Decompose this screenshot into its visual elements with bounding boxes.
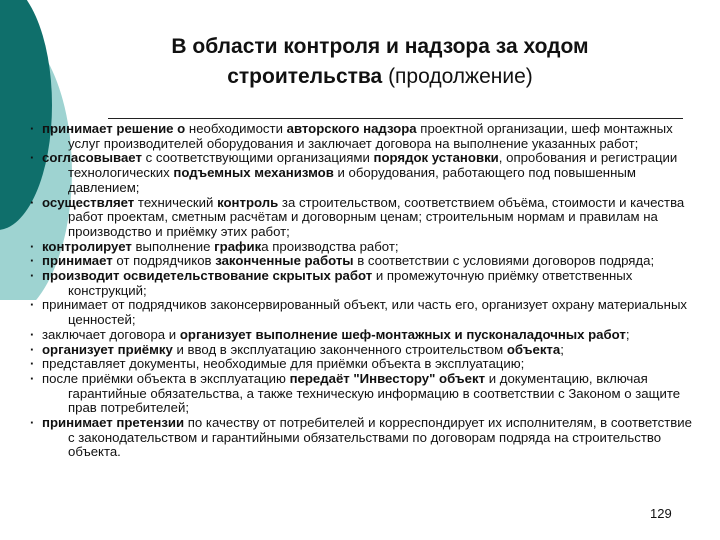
text: технический xyxy=(134,194,218,210)
title-line-2-bold: строительства xyxy=(227,65,383,88)
list-item xyxy=(30,328,696,343)
text: и ввод в эксплуатацию законченного строительством xyxy=(172,341,507,357)
text: после приёмки объекта в эксплуатацию xyxy=(42,370,290,386)
bold-text: принимает xyxy=(42,253,113,269)
text: и промежуточную приёмку ответственных конструкций; xyxy=(68,268,633,298)
bold-text: контролирует xyxy=(42,238,132,254)
bold-text: осуществляет xyxy=(42,194,135,210)
list-item xyxy=(30,269,696,298)
bold-text: порядок установки xyxy=(373,150,499,166)
text: ; xyxy=(560,341,564,357)
list-item xyxy=(30,254,696,269)
text: и оборудования, работающего под повышенным давлением; xyxy=(68,165,636,195)
bold-text: контроль xyxy=(217,194,279,210)
list-item xyxy=(30,343,696,358)
bold-text: передаёт "Инвестору" объект xyxy=(289,370,486,386)
text: за строительством, соответствием объёма, стоимости и качества работ проектам, сметным расчётам и договорным ценам; строительным нормам и правилам на производство и приёмку этих работ; xyxy=(68,194,685,239)
text: принимает от подрядчиков законсервированный объект, или часть его, организует охрану материальных ценностей; xyxy=(42,297,688,328)
bold-text: согласовывает xyxy=(42,150,142,166)
text: по качеству от потребителей и корреспондирует их исполнителям, в соответствие с законодательством и гарантийными обязательствами по договорам подряда на строительство объекта. xyxy=(68,415,692,460)
duties-list xyxy=(30,122,696,460)
title-line-2-normal: (продолжение) xyxy=(382,65,533,88)
text: , опробования и регистрации технологических xyxy=(68,150,678,181)
title-line-1: В области контроля и надзора за ходом xyxy=(171,35,589,58)
list-item xyxy=(30,122,696,151)
list-item xyxy=(30,240,696,255)
text: а производства работ; xyxy=(261,238,399,254)
list-item xyxy=(30,196,696,240)
text: выполнение xyxy=(131,238,215,254)
title-divider xyxy=(108,118,683,119)
bold-text: законченные работы xyxy=(215,253,354,269)
list-item xyxy=(30,372,696,416)
bold-text: принимает решение о xyxy=(42,121,186,136)
text: представляет документы, необходимые для приёмки объекта в эксплуатацию; xyxy=(42,356,525,372)
text: ; xyxy=(625,326,630,342)
list-item xyxy=(30,298,696,327)
text: от подрядчиков xyxy=(112,253,216,269)
bold-text: авторского надзора xyxy=(286,121,417,136)
list-item xyxy=(30,151,696,195)
bold-text: производит освидетельствование скрытых работ xyxy=(42,268,373,284)
title-line-2 xyxy=(120,62,640,92)
bold-text: объекта xyxy=(506,341,561,357)
bold-text: подъемных механизмов xyxy=(173,165,334,181)
text: необходимости xyxy=(185,121,287,136)
list-item xyxy=(30,357,696,372)
text: с соответствующими организациями xyxy=(141,150,374,166)
slide-title xyxy=(120,32,640,92)
text: проектной организации, шеф монтажных услуг производителей оборудования и заключает договора на выполнение указанных работ; xyxy=(68,121,673,151)
page-number: 129 xyxy=(650,506,672,521)
list-item xyxy=(30,416,696,460)
bold-text: организует приёмку xyxy=(42,341,173,357)
bold-text: принимает претензии xyxy=(42,415,185,431)
bold-text: график xyxy=(214,238,262,254)
bold-text: организует выполнение шеф-монтажных и пусконаладочных работ xyxy=(179,326,626,342)
text: заключает договора и xyxy=(42,326,180,342)
text: в соответствии с условиями договоров подряда; xyxy=(353,253,655,269)
text: и документацию, включая гарантийные обязательства, а также техническую информацию в соответствии с Законом о защите прав потребителей; xyxy=(68,370,681,416)
